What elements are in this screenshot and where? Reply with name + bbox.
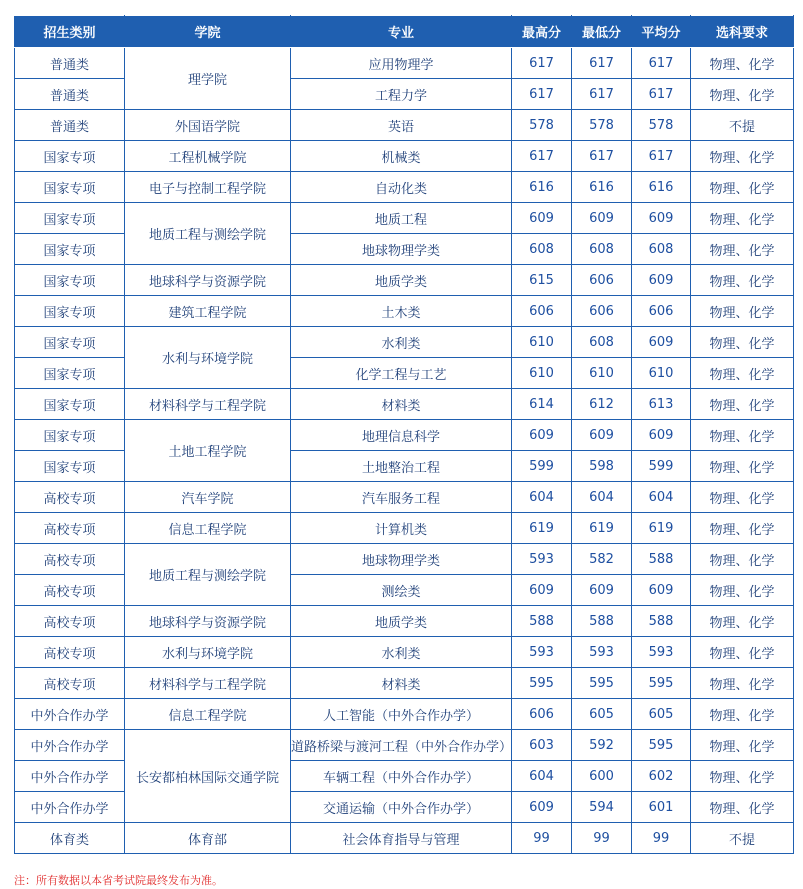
cell-major: 人工智能（中外合作办学） [291,699,512,730]
cell-subject-requirement: 物理、化学 [691,575,794,606]
cell-category: 高校专项 [15,668,125,699]
cell-college: 长安都柏林国际交通学院 [125,730,291,823]
cell-min-score: 605 [572,699,632,730]
cell-max-score: 595 [512,668,572,699]
cell-avg-score: 617 [632,79,691,110]
cell-category: 国家专项 [15,234,125,265]
cell-avg-score: 602 [632,761,691,792]
cell-min-score: 610 [572,358,632,389]
cell-subject-requirement: 物理、化学 [691,451,794,482]
cell-min-score: 594 [572,792,632,823]
cell-avg-score: 609 [632,327,691,358]
cell-avg-score: 616 [632,172,691,203]
cell-max-score: 609 [512,575,572,606]
cell-max-score: 593 [512,544,572,575]
cell-min-score: 582 [572,544,632,575]
cell-max-score: 578 [512,110,572,141]
table-row [15,327,794,358]
cell-avg-score: 599 [632,451,691,482]
header-college: 学院 [125,16,291,48]
cell-min-score: 592 [572,730,632,761]
cell-major: 机械类 [291,141,512,172]
header-category: 招生类别 [15,16,125,48]
cell-max-score: 619 [512,513,572,544]
cell-avg-score: 619 [632,513,691,544]
cell-max-score: 604 [512,482,572,513]
cell-category: 国家专项 [15,172,125,203]
cell-college: 地球科学与资源学院 [125,606,291,637]
cell-college: 土地工程学院 [125,420,291,482]
cell-subject-requirement: 物理、化学 [691,234,794,265]
cell-avg-score: 578 [632,110,691,141]
cell-avg-score: 617 [632,48,691,79]
cell-college: 地质工程与测绘学院 [125,203,291,265]
cell-major: 水利类 [291,637,512,668]
cell-major: 地球物理学类 [291,544,512,575]
cell-min-score: 617 [572,48,632,79]
footnote: 注：所有数据以本省考试院最终发布为准。 [14,874,223,887]
table-row [15,823,794,854]
cell-subject-requirement: 物理、化学 [691,606,794,637]
cell-max-score: 610 [512,358,572,389]
cell-max-score: 616 [512,172,572,203]
cell-college: 建筑工程学院 [125,296,291,327]
admission-score-table [14,15,794,854]
cell-max-score: 610 [512,327,572,358]
cell-min-score: 604 [572,482,632,513]
cell-college: 地球科学与资源学院 [125,265,291,296]
cell-college: 材料科学与工程学院 [125,389,291,420]
cell-major: 英语 [291,110,512,141]
cell-college: 材料科学与工程学院 [125,668,291,699]
header-avg-score: 平均分 [632,16,691,48]
cell-category: 体育类 [15,823,125,854]
cell-min-score: 609 [572,575,632,606]
cell-max-score: 617 [512,141,572,172]
cell-avg-score: 609 [632,265,691,296]
cell-major: 工程力学 [291,79,512,110]
cell-category: 高校专项 [15,606,125,637]
cell-subject-requirement: 不提 [691,823,794,854]
cell-category: 普通类 [15,110,125,141]
cell-min-score: 600 [572,761,632,792]
cell-avg-score: 99 [632,823,691,854]
cell-category: 国家专项 [15,203,125,234]
cell-subject-requirement: 物理、化学 [691,172,794,203]
table-row [15,141,794,172]
table-row [15,730,794,761]
cell-category: 中外合作办学 [15,730,125,761]
cell-avg-score: 593 [632,637,691,668]
cell-category: 高校专项 [15,575,125,606]
table-row [15,48,794,79]
cell-min-score: 578 [572,110,632,141]
cell-category: 高校专项 [15,513,125,544]
cell-min-score: 608 [572,327,632,358]
cell-category: 国家专项 [15,451,125,482]
cell-max-score: 609 [512,203,572,234]
cell-subject-requirement: 物理、化学 [691,327,794,358]
cell-max-score: 588 [512,606,572,637]
cell-max-score: 614 [512,389,572,420]
table-row [15,482,794,513]
cell-major: 化学工程与工艺 [291,358,512,389]
cell-major: 测绘类 [291,575,512,606]
table-row [15,668,794,699]
cell-avg-score: 613 [632,389,691,420]
cell-major: 地理信息科学 [291,420,512,451]
cell-min-score: 595 [572,668,632,699]
cell-major: 汽车服务工程 [291,482,512,513]
cell-max-score: 99 [512,823,572,854]
table-row [15,544,794,575]
table-row [15,172,794,203]
cell-category: 中外合作办学 [15,761,125,792]
cell-major: 自动化类 [291,172,512,203]
cell-major: 交通运输（中外合作办学） [291,792,512,823]
cell-subject-requirement: 不提 [691,110,794,141]
cell-category: 国家专项 [15,296,125,327]
cell-major: 材料类 [291,668,512,699]
cell-min-score: 608 [572,234,632,265]
cell-major: 材料类 [291,389,512,420]
cell-avg-score: 588 [632,544,691,575]
table-row [15,265,794,296]
cell-min-score: 617 [572,79,632,110]
cell-major: 水利类 [291,327,512,358]
cell-subject-requirement: 物理、化学 [691,699,794,730]
cell-max-score: 608 [512,234,572,265]
cell-subject-requirement: 物理、化学 [691,141,794,172]
cell-subject-requirement: 物理、化学 [691,265,794,296]
cell-max-score: 606 [512,699,572,730]
cell-category: 国家专项 [15,389,125,420]
cell-college: 水利与环境学院 [125,327,291,389]
cell-avg-score: 610 [632,358,691,389]
cell-major: 车辆工程（中外合作办学） [291,761,512,792]
cell-college: 信息工程学院 [125,699,291,730]
cell-avg-score: 595 [632,730,691,761]
header-max-score: 最高分 [512,16,572,48]
cell-min-score: 612 [572,389,632,420]
cell-category: 高校专项 [15,482,125,513]
cell-category: 高校专项 [15,637,125,668]
cell-major: 地球物理学类 [291,234,512,265]
cell-subject-requirement: 物理、化学 [691,389,794,420]
cell-subject-requirement: 物理、化学 [691,296,794,327]
cell-avg-score: 605 [632,699,691,730]
cell-major: 地质学类 [291,265,512,296]
cell-avg-score: 601 [632,792,691,823]
cell-avg-score: 609 [632,420,691,451]
cell-min-score: 616 [572,172,632,203]
cell-category: 国家专项 [15,141,125,172]
cell-major: 土地整治工程 [291,451,512,482]
table-body [15,48,794,854]
table-row [15,110,794,141]
cell-college: 电子与控制工程学院 [125,172,291,203]
table-row [15,513,794,544]
cell-college: 体育部 [125,823,291,854]
header-subject-requirement: 选科要求 [691,16,794,48]
cell-category: 中外合作办学 [15,792,125,823]
cell-avg-score: 617 [632,141,691,172]
cell-max-score: 615 [512,265,572,296]
cell-subject-requirement: 物理、化学 [691,761,794,792]
cell-min-score: 617 [572,141,632,172]
cell-max-score: 609 [512,420,572,451]
cell-min-score: 99 [572,823,632,854]
cell-subject-requirement: 物理、化学 [691,420,794,451]
score-table-container [14,15,794,854]
cell-category: 国家专项 [15,358,125,389]
cell-category: 国家专项 [15,327,125,358]
cell-max-score: 599 [512,451,572,482]
cell-min-score: 609 [572,420,632,451]
cell-subject-requirement: 物理、化学 [691,513,794,544]
cell-major: 计算机类 [291,513,512,544]
cell-college: 工程机械学院 [125,141,291,172]
cell-major: 应用物理学 [291,48,512,79]
table-row [15,606,794,637]
cell-avg-score: 606 [632,296,691,327]
cell-min-score: 606 [572,265,632,296]
cell-max-score: 606 [512,296,572,327]
cell-min-score: 593 [572,637,632,668]
cell-max-score: 593 [512,637,572,668]
header-min-score: 最低分 [572,16,632,48]
cell-subject-requirement: 物理、化学 [691,668,794,699]
cell-subject-requirement: 物理、化学 [691,203,794,234]
table-row [15,637,794,668]
table-header-row [15,16,794,48]
cell-category: 国家专项 [15,265,125,296]
cell-college: 水利与环境学院 [125,637,291,668]
cell-category: 中外合作办学 [15,699,125,730]
cell-college: 理学院 [125,48,291,110]
table-row [15,699,794,730]
cell-min-score: 619 [572,513,632,544]
cell-avg-score: 588 [632,606,691,637]
cell-major: 社会体育指导与管理 [291,823,512,854]
cell-subject-requirement: 物理、化学 [691,544,794,575]
cell-subject-requirement: 物理、化学 [691,482,794,513]
cell-min-score: 588 [572,606,632,637]
table-row [15,420,794,451]
cell-avg-score: 604 [632,482,691,513]
cell-max-score: 609 [512,792,572,823]
table-row [15,296,794,327]
cell-subject-requirement: 物理、化学 [691,358,794,389]
cell-college: 汽车学院 [125,482,291,513]
cell-subject-requirement: 物理、化学 [691,730,794,761]
cell-subject-requirement: 物理、化学 [691,48,794,79]
cell-max-score: 617 [512,48,572,79]
table-row [15,203,794,234]
cell-category: 国家专项 [15,420,125,451]
cell-category: 高校专项 [15,544,125,575]
cell-college: 地质工程与测绘学院 [125,544,291,606]
cell-max-score: 603 [512,730,572,761]
cell-major: 道路桥梁与渡河工程（中外合作办学） [291,730,512,761]
cell-subject-requirement: 物理、化学 [691,792,794,823]
cell-avg-score: 609 [632,575,691,606]
cell-major: 地质学类 [291,606,512,637]
cell-min-score: 609 [572,203,632,234]
cell-college: 信息工程学院 [125,513,291,544]
cell-min-score: 598 [572,451,632,482]
cell-major: 地质工程 [291,203,512,234]
cell-category: 普通类 [15,48,125,79]
header-major: 专业 [291,16,512,48]
table-row [15,389,794,420]
cell-max-score: 604 [512,761,572,792]
cell-subject-requirement: 物理、化学 [691,79,794,110]
cell-avg-score: 595 [632,668,691,699]
cell-avg-score: 608 [632,234,691,265]
cell-college: 外国语学院 [125,110,291,141]
cell-avg-score: 609 [632,203,691,234]
cell-category: 普通类 [15,79,125,110]
cell-subject-requirement: 物理、化学 [691,637,794,668]
cell-max-score: 617 [512,79,572,110]
cell-min-score: 606 [572,296,632,327]
cell-major: 土木类 [291,296,512,327]
